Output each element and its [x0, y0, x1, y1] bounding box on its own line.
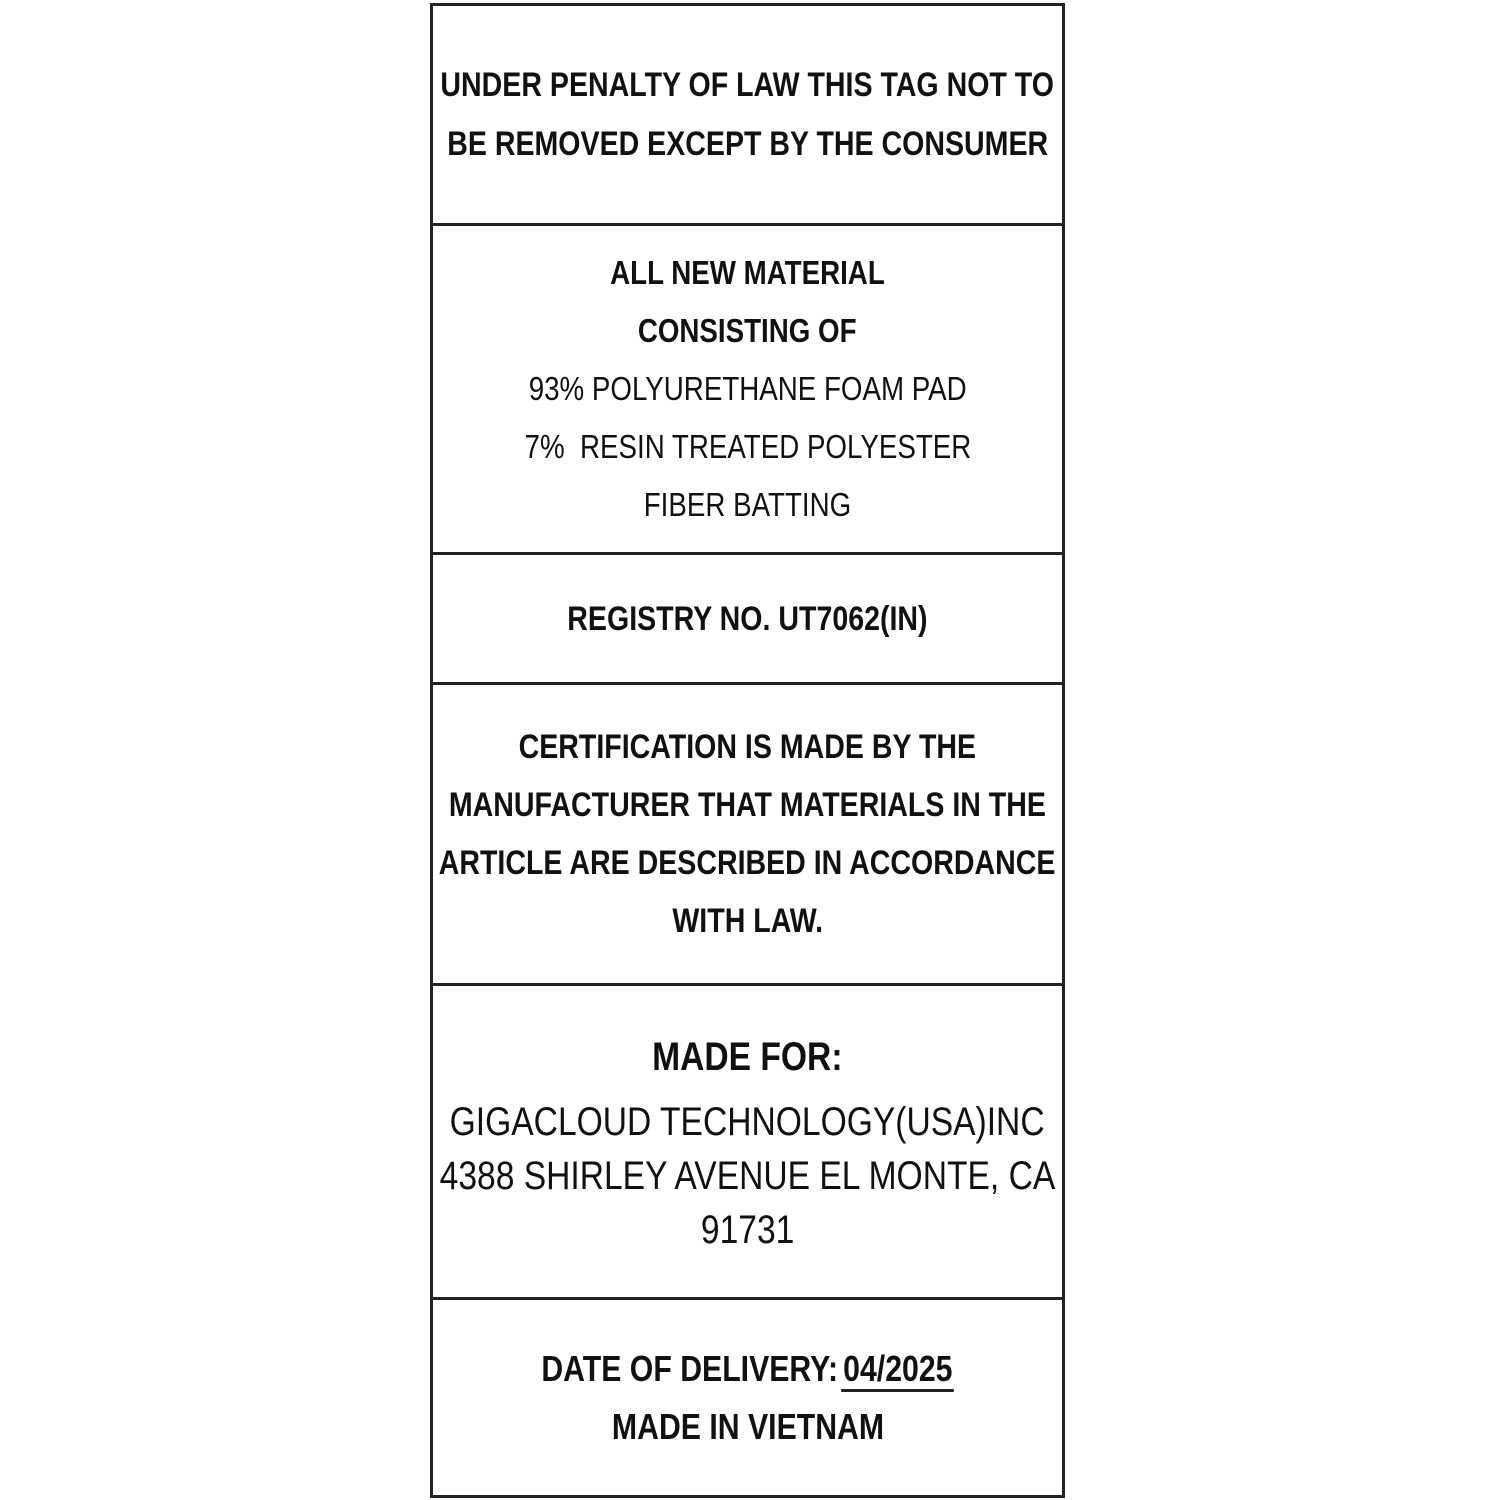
warning-line-1: UNDER PENALTY OF LAW THIS TAG NOT TO: [440, 65, 1055, 104]
material-heading-2: CONSISTING OF: [638, 312, 857, 349]
delivery-label: DATE OF DELIVERY:: [541, 1347, 838, 1389]
company-name: GIGACLOUD TECHNOLOGY(USA)INC: [450, 1099, 1045, 1144]
material-item-2: 7% RESIN TREATED POLYESTER: [524, 428, 971, 465]
registry-section: [433, 555, 1062, 685]
delivery-date: 04/2025: [841, 1349, 954, 1392]
certification-line-1: CERTIFICATION IS MADE BY THE: [518, 728, 977, 766]
delivery-section: [433, 1300, 1062, 1495]
law-tag: [430, 3, 1065, 1498]
company-zip: 91731: [700, 1207, 795, 1252]
warning-section: [433, 6, 1062, 226]
certification-line-2: MANUFACTURER THAT MATERIALS IN THE: [448, 786, 1047, 824]
material-item-3: FIBER BATTING: [643, 486, 852, 523]
delivery-row: [541, 1340, 954, 1398]
company-address: 4388 SHIRLEY AVENUE EL MONTE, CA: [439, 1153, 1056, 1198]
registry-number: REGISTRY NO. UT7062(IN): [567, 599, 928, 638]
material-heading-1: ALL NEW MATERIAL: [610, 254, 885, 291]
warning-line-2: BE REMOVED EXCEPT BY THE CONSUMER: [447, 124, 1048, 163]
material-section: [433, 226, 1062, 555]
made-for-section: [433, 986, 1062, 1300]
country-of-origin: MADE IN VIETNAM: [611, 1405, 884, 1447]
certification-section: [433, 685, 1062, 986]
certification-line-4: WITH LAW.: [672, 902, 823, 940]
made-for-heading: MADE FOR:: [652, 1034, 843, 1079]
certification-line-3: ARTICLE ARE DESCRIBED IN ACCORDANCE: [439, 844, 1056, 882]
material-item-1: 93% POLYURETHANE FOAM PAD: [528, 370, 967, 407]
